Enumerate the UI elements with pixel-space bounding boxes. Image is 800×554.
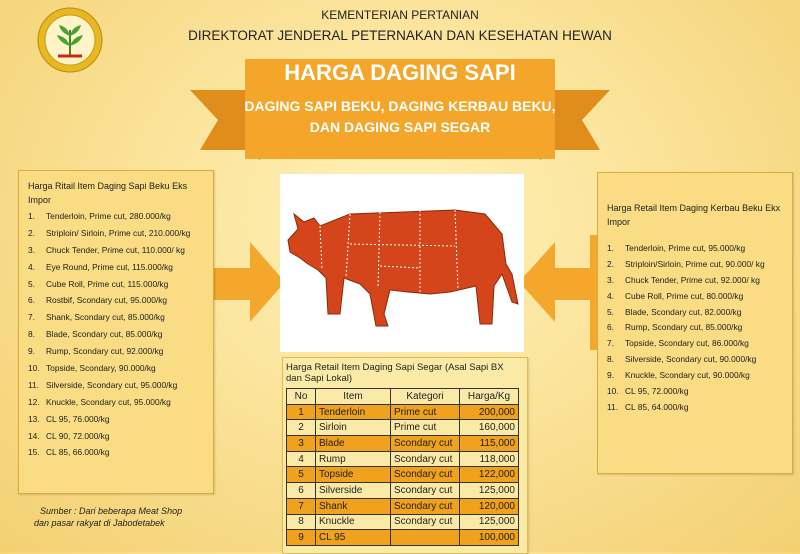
- table-row: 6 Silverside Scondary cut 125,000: [287, 483, 519, 499]
- list-item: 8. Blade, Scondary cut, 85.000/kg: [28, 329, 163, 340]
- list-item: 10. CL 95, 72.000/kg: [607, 386, 689, 397]
- column-header: Kategori: [391, 389, 460, 405]
- list-item: 10. Topside, Scondary, 90.000/kg: [28, 363, 156, 374]
- list-item: 12. Knuckle, Scondary cut, 95.000/kg: [28, 396, 171, 407]
- list-item: 2. Striploin/ Sirloin, Prime cut, 210.000/kg: [28, 227, 191, 238]
- list-item: 5. Blade, Scondary cut, 82.000/kg: [607, 306, 742, 317]
- page-subtitle-line2: DAN DAGING SAPI SEGAR: [309, 119, 491, 135]
- list-item: 9. Knuckle, Scondary cut, 90.000/kg: [607, 370, 750, 381]
- table-row: 1 Tenderloin Prime cut 200,000: [287, 404, 519, 420]
- fresh-beef-table: [286, 388, 519, 546]
- list-item: 13. CL 95, 76.000/kg: [28, 413, 110, 424]
- beef-cuts-diagram: [280, 174, 524, 352]
- page-subtitle-line1: DAGING SAPI BEKU, DAGING KERBAU BEKU,: [244, 98, 556, 114]
- list-item: 11. Silverside, Scondary cut, 95.000/kg: [28, 379, 178, 390]
- list-item: 14. CL 90, 72.000/kg: [28, 430, 110, 441]
- list-item: 3. Chuck Tender, Prime cut, 92.000/ kg: [607, 274, 760, 285]
- table-header-row: [287, 389, 519, 405]
- list-item: 3. Chuck Tender, Prime cut, 110.000/ kg: [28, 244, 185, 255]
- list-item: 2. Striploin/Sirloin, Prime cut, 90.000/ kg: [607, 258, 765, 269]
- list-item: 9. Rump, Scondary cut, 92.000/kg: [28, 346, 164, 357]
- source-note-line1: Sumber : Dari beberapa Meat Shop: [40, 506, 183, 516]
- directorate-name: DIREKTORAT JENDERAL PETERNAKAN DAN KESEHATAN HEWAN: [188, 28, 612, 43]
- table-row: 2 Sirloin Prime cut 160,000: [287, 420, 519, 436]
- list-item: 1. Tenderloin, Prime cut, 95.000/kg: [607, 243, 746, 253]
- page-title: HARGA DAGING SAPI: [284, 60, 516, 85]
- beef-import-title: Harga Ritail Item Daging Sapi Beku Eks Impor: [28, 181, 188, 205]
- table-row: 9 CL 95 100,000: [287, 530, 519, 546]
- buffalo-import-price-panel: [597, 172, 793, 474]
- list-item: 1. Tenderloin, Prime cut, 280.000/kg: [28, 211, 171, 221]
- fresh-beef-title: Harga Retail Item Daging Sapi Segar (Asal Sapi BX dan Sapi Lokal): [286, 362, 504, 384]
- table-row: 5 Topside Scondary cut 122,000: [287, 467, 519, 483]
- list-item: 6. Rump, Scondary cut, 85.000/kg: [607, 322, 743, 333]
- table-row: 3 Blade Scondary cut 115,000: [287, 436, 519, 452]
- left-pointing-arrow-icon: [519, 235, 605, 350]
- column-header: Harga/Kg: [460, 389, 519, 405]
- table-row: 8 Knuckle Scondary cut 125,000: [287, 514, 519, 530]
- list-item: 4. Cube Roll, Prime cut, 80.000/kg: [607, 290, 744, 301]
- list-item: 5. Cube Roll, Prime cut, 115.000/kg: [28, 278, 169, 289]
- ministry-name: KEMENTERIAN PERTANIAN: [321, 8, 479, 22]
- list-item: 8. Silverside, Scondary cut, 90.000/kg: [607, 354, 757, 365]
- buffalo-import-list: [607, 243, 784, 413]
- source-note-line2: dan pasar rakyat di Jabodetabek: [34, 518, 165, 528]
- beef-import-list: [28, 211, 205, 459]
- list-item: 4. Eye Round, Prime cut, 115.000/kg: [28, 261, 173, 272]
- cow-icon: [280, 174, 524, 352]
- column-header: Item: [316, 389, 391, 405]
- buffalo-import-title: Harga Retail Item Daging Kerbau Beku Ekx Impor: [607, 203, 781, 227]
- table-row: 7 Shank Scondary cut 120,000: [287, 498, 519, 514]
- beef-import-price-panel: [18, 170, 214, 494]
- list-item: 6. Rostbif, Scondary cut, 95.000/kg: [28, 295, 168, 306]
- list-item: 7. Shank, Scondary cut, 85.000/kg: [28, 312, 165, 323]
- list-item: 7. Topside, Scondary cut, 86.000/kg: [607, 338, 749, 349]
- table-row: 4 Rump Scondary cut 118,000: [287, 451, 519, 467]
- list-item: 15. CL 85, 66.000/kg: [28, 447, 110, 458]
- column-header: No: [287, 389, 316, 405]
- list-item: 11. CL 85, 64.000/kg: [607, 401, 689, 412]
